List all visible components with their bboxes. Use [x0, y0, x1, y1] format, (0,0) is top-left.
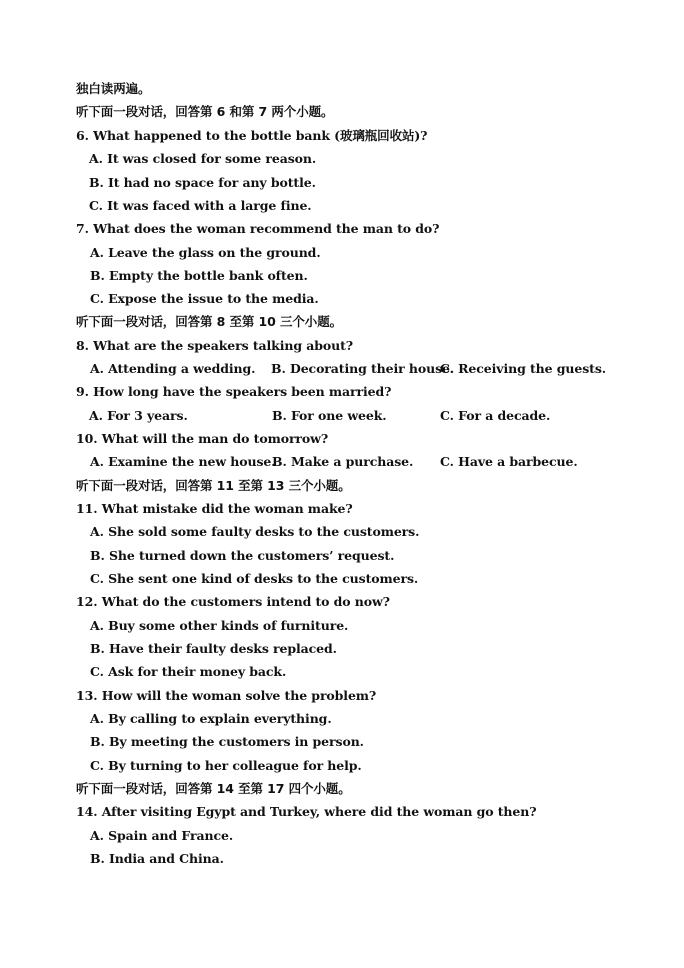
question-10-option-c: C. Have a barbecue.	[440, 454, 578, 469]
question-14-option-b: B. India and China.	[90, 851, 224, 866]
question-12-option-c: C. Ask for their money back.	[90, 664, 287, 679]
question-6-option-c: C. It was faced with a large fine.	[89, 198, 312, 213]
question-9-option-b: B. For one week.	[272, 408, 387, 423]
question-8-option-b: B. Decorating their house.	[271, 361, 455, 376]
section-note: 独白读两遍。	[76, 81, 151, 96]
question-7-option-c: C. Expose the issue to the media.	[90, 291, 319, 306]
question-12-option-b: B. Have their faulty desks replaced.	[90, 641, 337, 656]
question-14: 14. After visiting Egypt and Turkey, where did the woman go then?	[76, 804, 537, 819]
question-14-option-a: A. Spain and France.	[90, 828, 234, 843]
question-12: 12. What do the customers intend to do now?	[76, 594, 390, 609]
question-9-option-c: C. For a decade.	[440, 408, 551, 423]
question-13-option-a: A. By calling to explain everything.	[90, 711, 332, 726]
question-8-option-a: A. Attending a wedding.	[90, 361, 256, 376]
question-11-option-b: B. She turned down the customers’ request.	[90, 548, 395, 563]
question-6-option-a: A. It was closed for some reason.	[89, 151, 317, 166]
question-11-option-c: C. She sent one kind of desks to the customers.	[90, 571, 419, 586]
question-13: 13. How will the woman solve the problem?	[76, 688, 377, 703]
question-8: 8. What are the speakers talking about?	[76, 338, 354, 353]
question-10-option-b: B. Make a purchase.	[272, 454, 414, 469]
question-13-option-b: B. By meeting the customers in person.	[90, 734, 364, 749]
question-7: 7. What does the woman recommend the man to do?	[76, 221, 440, 236]
question-6: 6. What happened to the bottle bank (玻璃瓶回收站)?	[76, 128, 428, 143]
question-12-option-a: A. Buy some other kinds of furniture.	[90, 618, 349, 633]
question-9: 9. How long have the speakers been married?	[76, 384, 392, 399]
question-11-option-a: A. She sold some faulty desks to the customers.	[90, 524, 420, 539]
section-instruction-14-17: 听下面一段对话，回答第 14 至第 17 四个小题。	[76, 781, 351, 796]
section-instruction-11-13: 听下面一段对话，回答第 11 至第 13 三个小题。	[76, 478, 351, 493]
question-7-option-a: A. Leave the glass on the ground.	[90, 245, 321, 260]
section-instruction-6-7: 听下面一段对话，回答第 6 和第 7 两个小题。	[76, 104, 334, 119]
question-10-option-a: A. Examine the new house.	[90, 454, 276, 469]
question-9-option-a: A. For 3 years.	[89, 408, 188, 423]
question-7-option-b: B. Empty the bottle bank often.	[90, 268, 308, 283]
question-13-option-c: C. By turning to her colleague for help.	[90, 758, 362, 773]
question-8-option-c: C. Receiving the guests.	[440, 361, 607, 376]
question-6-option-b: B. It had no space for any bottle.	[89, 175, 316, 190]
question-10: 10. What will the man do tomorrow?	[76, 431, 329, 446]
question-11: 11. What mistake did the woman make?	[76, 501, 353, 516]
section-instruction-8-10: 听下面一段对话，回答第 8 至第 10 三个小题。	[76, 314, 343, 329]
